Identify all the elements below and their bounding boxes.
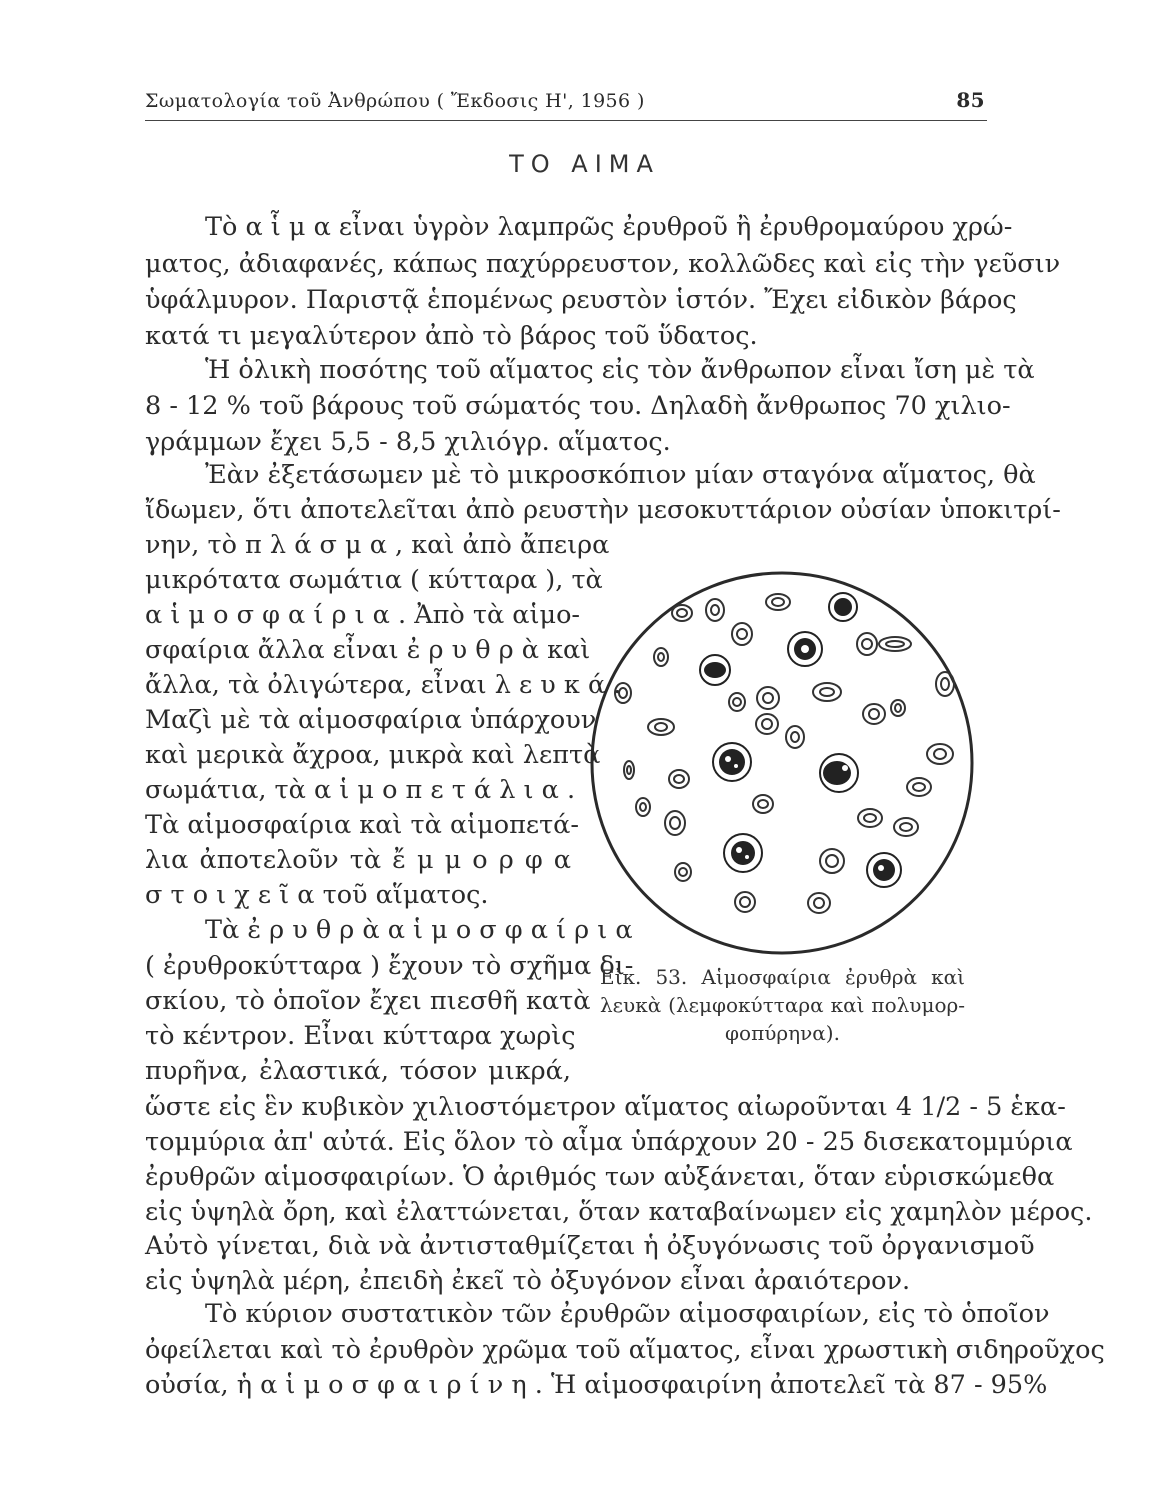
red-blood-cell [894, 818, 918, 836]
white-blood-cell [700, 655, 730, 685]
red-blood-cell [927, 744, 953, 764]
red-blood-cell [857, 633, 877, 655]
red-blood-cell [907, 778, 931, 796]
figure-caption [600, 963, 965, 1047]
text-line: Ἡ ὁλικὴ ποσότης τοῦ αἵματος εἰς τὸν ἄνθρωπον εἶναι ἴση μὲ τὰ [205, 355, 1035, 385]
red-blood-cell [753, 795, 773, 813]
white-blood-cell [713, 743, 751, 781]
text-line: καὶ μερικὰ ἄχροα, μικρὰ καὶ λεπτὰ [145, 740, 601, 770]
red-blood-cell [636, 798, 650, 816]
white-blood-cell [829, 593, 857, 621]
text-line: οὐσία, ἡ α ἱ μ ο σ φ α ι ρ ί ν η . Ἡ αἱμοσφαιρίνη ἀποτελεῖ τὰ 87 - 95% [145, 1370, 1048, 1400]
caption-line: φοπύρηνα). [725, 1021, 840, 1045]
text-line: ὥστε εἰς ἓν κυβικὸν χιλιοστόμετρον αἵματος αἰωροῦνται 4 1/2 - 5 ἑκα- [145, 1092, 1066, 1122]
caption-line: Εἰκ. 53. Αἱμοσφαίρια ἐρυθρὰ καὶ [600, 965, 965, 989]
text-line: Τὸ κύριον συστατικὸν τῶν ἐρυθρῶν αἱμοσφαιρίων, εἰς τὸ ὁποῖον [205, 1299, 1050, 1329]
white-blood-cell [820, 754, 858, 792]
text-line: σ τ ο ι χ ε ῖ α τοῦ αἵματος. [145, 880, 489, 910]
running-header [145, 88, 987, 121]
red-blood-cell [648, 719, 674, 735]
red-blood-cell [936, 672, 954, 696]
red-blood-cell [813, 683, 841, 701]
text-line: σωμάτια, τὰ α ἱ μ ο π ε τ ά λ ι α . [145, 775, 576, 805]
text-line: Τὸ α ἷ μ α εἶναι ὑγρὸν λαμπρῶς ἐρυθροῦ ἢ ἐρυθρομαύρου χρώ- [205, 212, 1013, 242]
red-blood-cell [879, 637, 911, 651]
text-line: νην, τὸ π λ ά σ μ α , καὶ ἀπὸ ἄπειρα [145, 530, 610, 560]
red-blood-cell [654, 648, 668, 666]
text-line: μικρότατα σωμάτια ( κύτταρα ), τὰ [145, 565, 603, 595]
text-line: λια ἀποτελοῦν τὰ ἔ μ μ ο ρ φ α [145, 845, 571, 875]
white-blood-cell [724, 834, 762, 872]
text-line: σφαίρια ἄλλα εἶναι ἐ ρ υ θ ρ ὰ καὶ [145, 635, 591, 665]
red-blood-cell [669, 770, 689, 788]
red-blood-cell [706, 599, 724, 621]
red-blood-cell [891, 700, 905, 716]
red-blood-cell [858, 809, 882, 827]
text-line: ματος, ἀδιαφανές, κάπως παχύρρευστον, κολλῶδες καὶ εἰς τὴν γεῦσιν [145, 249, 1061, 279]
text-line: 8 - 12 % τοῦ βάρους τοῦ σώματός του. Δηλαδὴ ἄνθρωπος 70 χιλιο- [145, 391, 1011, 421]
text-line: Μαζὶ μὲ τὰ αἱμοσφαίρια ὑπάρχουν [145, 705, 597, 735]
red-blood-cell [756, 714, 778, 734]
text-line: ὑφάλμυρον. Παριστᾷ ἑπομένως ρευστὸν ἱστόν. Ἔχει εἰδικὸν βάρος [145, 285, 1017, 315]
red-blood-cell [766, 594, 790, 610]
red-blood-cell [820, 849, 844, 873]
text-line: α ἱ μ ο σ φ α ί ρ ι α . Ἀπὸ τὰ αἱμο- [145, 600, 581, 630]
text-line: Τὰ αἱμοσφαίρια καὶ τὰ αἱμοπετά- [145, 810, 580, 840]
text-line: ( ἐρυθροκύτταρα ) ἔχουν τὸ σχῆμα δι- [145, 951, 634, 981]
red-blood-cell [665, 811, 685, 835]
text-line: Τὰ ἐ ρ υ θ ρ ὰ α ἱ μ ο σ φ α ί ρ ι α [205, 915, 633, 945]
text-line: ἐρυθρῶν αἱμοσφαιρίων. Ὁ ἀριθμός των αὐξάνεται, ὅταν εὑρισκώμεθα [145, 1162, 1055, 1192]
red-blood-cell [735, 892, 755, 912]
page-number: 85 [956, 88, 985, 112]
text-line: πυρῆνα, ἐλαστικά, τόσον μικρά, [145, 1056, 571, 1086]
text-line: σκίου, τὸ ὁποῖον ἔχει πιεσθῆ κατὰ [145, 986, 591, 1016]
red-blood-cell [615, 683, 631, 703]
red-blood-cell [757, 687, 779, 709]
white-blood-cell [788, 632, 822, 666]
red-blood-cell [786, 726, 804, 748]
red-blood-cell [732, 623, 752, 645]
white-blood-cell [867, 853, 901, 887]
text-line: κατά τι μεγαλύτερον ἀπὸ τὸ βάρος τοῦ ὕδατος. [145, 321, 758, 351]
text-line: ὀφείλεται καὶ τὸ ἐρυθρὸν χρῶμα τοῦ αἵματος, εἶναι χρωστικὴ σιδηροῦχος [145, 1335, 1105, 1365]
text-line: Αὐτὸ γίνεται, διὰ νὰ ἀντισταθμίζεται ἡ ὀξυγόνωσις τοῦ ὀργανισμοῦ [145, 1231, 1035, 1261]
microscope-field [592, 573, 972, 953]
blood-cells-illustration [575, 565, 995, 960]
text-line: εἰς ὑψηλὰ ὄρη, καὶ ἐλαττώνεται, ὅταν καταβαίνωμεν εἰς χαμηλὸν μέρος. [145, 1197, 1093, 1227]
red-blood-cell [808, 893, 830, 913]
text-line: ἴδωμεν, ὅτι ἀποτελεῖται ἀπὸ ρευστὴν μεσοκυττάριον οὐσίαν ὑποκιτρί- [145, 495, 1061, 525]
red-blood-cell [863, 704, 885, 724]
caption-line: λευκὰ (λεμφοκύτταρα καὶ πολυμορ- [600, 993, 965, 1017]
red-blood-cell [624, 761, 634, 779]
section-title: ΤΟ ΑΙΜΑ [509, 150, 660, 178]
red-blood-cell [672, 605, 692, 621]
text-line: εἰς ὑψηλὰ μέρη, ἐπειδὴ ἐκεῖ τὸ ὀξυγόνον εἶναι ἀραιότερον. [145, 1266, 911, 1296]
text-line: τὸ κέντρον. Εἶναι κύτταρα χωρὶς [145, 1021, 576, 1051]
text-line: Ἐὰν ἐξετάσωμεν μὲ τὸ μικροσκόπιον μίαν σταγόνα αἵματος, θὰ [205, 460, 1036, 490]
red-blood-cell [675, 863, 691, 881]
text-line: γράμμων ἔχει 5,5 - 8,5 χιλιόγρ. αἵματος. [145, 427, 671, 457]
running-title: Σωματολογία τοῦ Ἀνθρώπου ( Ἔκδοσις Η', 1956 ) [145, 90, 645, 112]
text-line: τομμύρια ἀπ' αὐτά. Εἰς ὅλον τὸ αἷμα ὑπάρχουν 20 - 25 δισεκατομμύρια [145, 1127, 1073, 1157]
text-line: ἄλλα, τὰ ὀλιγώτερα, εἶναι λ ε υ κ ά . [145, 670, 622, 700]
red-blood-cell [729, 693, 745, 711]
